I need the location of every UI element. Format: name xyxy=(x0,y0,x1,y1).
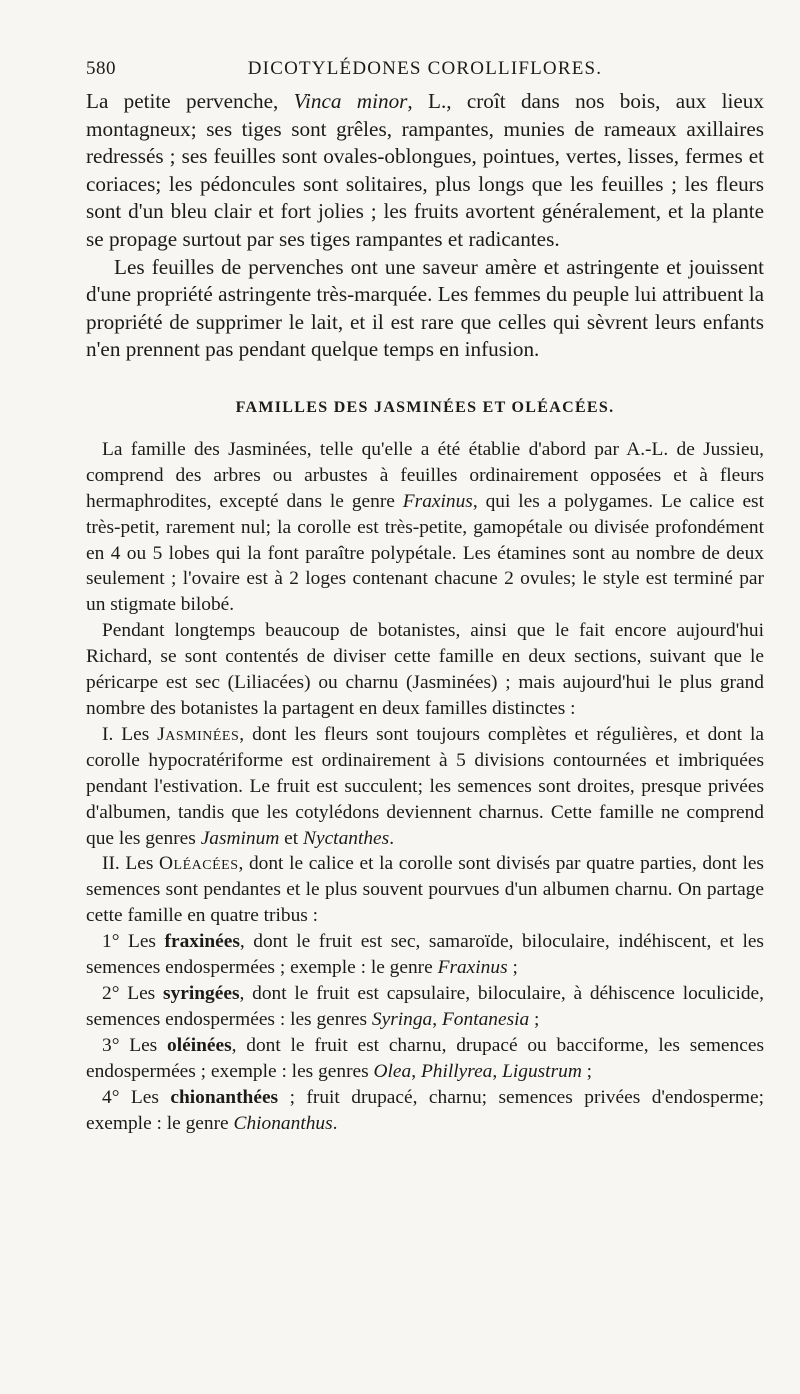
genus-name: Olea xyxy=(373,1060,412,1082)
text-run: 1° Les xyxy=(102,931,165,953)
text-run: 2° Les xyxy=(102,982,164,1004)
text-run: 4° Les xyxy=(102,1086,171,1108)
genus-name: Jasminum xyxy=(200,827,280,849)
genus-name: Phillyrea xyxy=(420,1060,493,1082)
tribe-syringees xyxy=(86,981,764,1033)
text-run: , xyxy=(411,1060,421,1082)
text-run: , dont le fruit est capsulaire, biloculaire, à déhiscence loculicide, semences endospermées : les genres xyxy=(86,982,764,1030)
text-run: , xyxy=(492,1060,503,1082)
text-run: , L., croît dans nos bois, aux lieux montagneux; ses tiges sont grêles, rampantes, munies de rameaux axillaires redressés ; ses feuilles sont ovales-oblongues, pointues, vertes, lisses, fermes et coriaces; les pédoncules sont solitaires, plus longs que les feuilles ; les fleurs sont d'un bleu clair et fort jolies ; les fruits avortent généralement, et la plante se propage surtout par ses tiges rampantes et radicantes. xyxy=(86,89,764,251)
genus-name: Nyctanthes xyxy=(303,827,390,849)
genus-name: Ligustrum xyxy=(502,1060,582,1082)
paragraph-periwinkle-description xyxy=(86,88,764,254)
paragraph-family-definition xyxy=(86,437,764,618)
genus-name: Chionanthus xyxy=(233,1112,333,1134)
family-name: Oléacées xyxy=(159,853,239,875)
section-text xyxy=(86,437,764,1136)
running-header xyxy=(86,58,764,84)
section-title: FAMILLES DES JASMINÉES ET OLÉACÉES. xyxy=(235,398,615,416)
species-name: Vinca minor xyxy=(293,89,408,113)
text-run: et xyxy=(279,827,304,849)
genus-name: Fraxinus xyxy=(437,957,508,979)
text-run: , dont les fleurs sont toujours complètes et régulières, et dont la corolle hypocratériforme est ordinairement à 5 divisions contournées et imbriquées pendant l'estivation. Le fruit est succulent; les semences sont droites, presque privées d'albumen, tandis que les cotylédons deviennent charnus. Cette famille ne comprend que les genres xyxy=(86,723,764,849)
tribe-name: oléinées xyxy=(167,1034,232,1056)
text-run: ; fruit drupacé, charnu; semences privées d'endosperme; exemple : le genre xyxy=(86,1086,764,1134)
genus-name: Syringa xyxy=(371,1008,433,1030)
family-name: Jasminées xyxy=(157,723,240,745)
running-title: DICOTYLÉDONES COROLLIFLORES. xyxy=(247,58,603,79)
text-run: , qui les a polygames. Le calice est très-petit, rarement nul; la corolle est très-petite, gamopétale ou divisée profondément en 4 ou 5 lobes qui la font paraître polypétale. Les étamines sont au nombre de deux seulement ; l'ovaire est à 2 loges contenant chacune 2 ovules; le style est terminé par un stigmate bilobé. xyxy=(86,490,764,616)
tribe-name: fraxinées xyxy=(164,931,240,953)
text-run: . xyxy=(332,1112,338,1134)
tribe-fraxinees xyxy=(86,929,764,981)
genus-name: Fraxinus xyxy=(402,490,473,512)
text-run: . xyxy=(389,827,395,849)
tribe-name: syringées xyxy=(163,982,240,1004)
genus-name: Fontanesia xyxy=(441,1008,530,1030)
text-run: I. Les xyxy=(102,723,158,745)
text-run: , dont le fruit est sec, samaroïde, biloculaire, indéhiscent, et les semences endospermées ; exemple : le genre xyxy=(86,931,764,979)
text-run: , xyxy=(432,1008,442,1030)
tribe-chionanthees xyxy=(86,1085,764,1137)
text-run: 3° Les xyxy=(102,1034,168,1056)
text-run: La petite pervenche, xyxy=(86,89,294,113)
paragraph-periwinkle-properties: Les feuilles de pervenches ont une saveur amère et astringente et jouissent d'une propriété astringente très-marquée. Les femmes du peuple lui attribuent la propriété de supprimer le lait, et il est rare que celles qui sèvrent leurs enfants n'en prennent pas pendant quelque temps en infusion. xyxy=(86,254,764,362)
text-run: II. Les xyxy=(102,853,160,875)
tribe-name: chionanthées xyxy=(170,1086,279,1108)
text-run: ; xyxy=(507,957,518,979)
text-run: La famille des Jasminées, telle qu'elle a été établie d'abord par A.-L. de Jussieu, comprend des arbres ou arbustes à feuilles ordinairement opposées et à fleurs hermaphrodites, excepté dans le genre xyxy=(86,438,764,512)
intro-text xyxy=(86,88,764,364)
paragraph-family-division: Pendant longtemps beaucoup de botanistes, ainsi que le fait encore aujourd'hui Richard, se sont contentés de diviser cette famille en deux sections, suivant que le péricarpe est sec (Liliacées) ou charnu (Jasminées) ; mais aujourd'hui le plus grand nombre des botanistes la partagent en deux familles distinctes : xyxy=(86,620,764,719)
page-number: 580 xyxy=(86,58,116,79)
text-run: , dont le calice et la corolle sont divisés par quatre parties, dont les semences sont pendantes et le plus souvent pourvues d'un albumen charnu. On partage cette famille en quatre tribus : xyxy=(86,853,764,927)
text-run: ; xyxy=(581,1060,593,1082)
text-run: ; xyxy=(529,1008,540,1030)
tribe-oleinees xyxy=(86,1033,764,1085)
page-body xyxy=(86,88,764,1136)
paragraph-jasminees xyxy=(86,722,764,852)
text-run: , dont le fruit est charnu, drupacé ou bacciforme, les semences endospermées ; exemple : les genres xyxy=(86,1034,764,1082)
paragraph-oleacees xyxy=(86,851,764,929)
